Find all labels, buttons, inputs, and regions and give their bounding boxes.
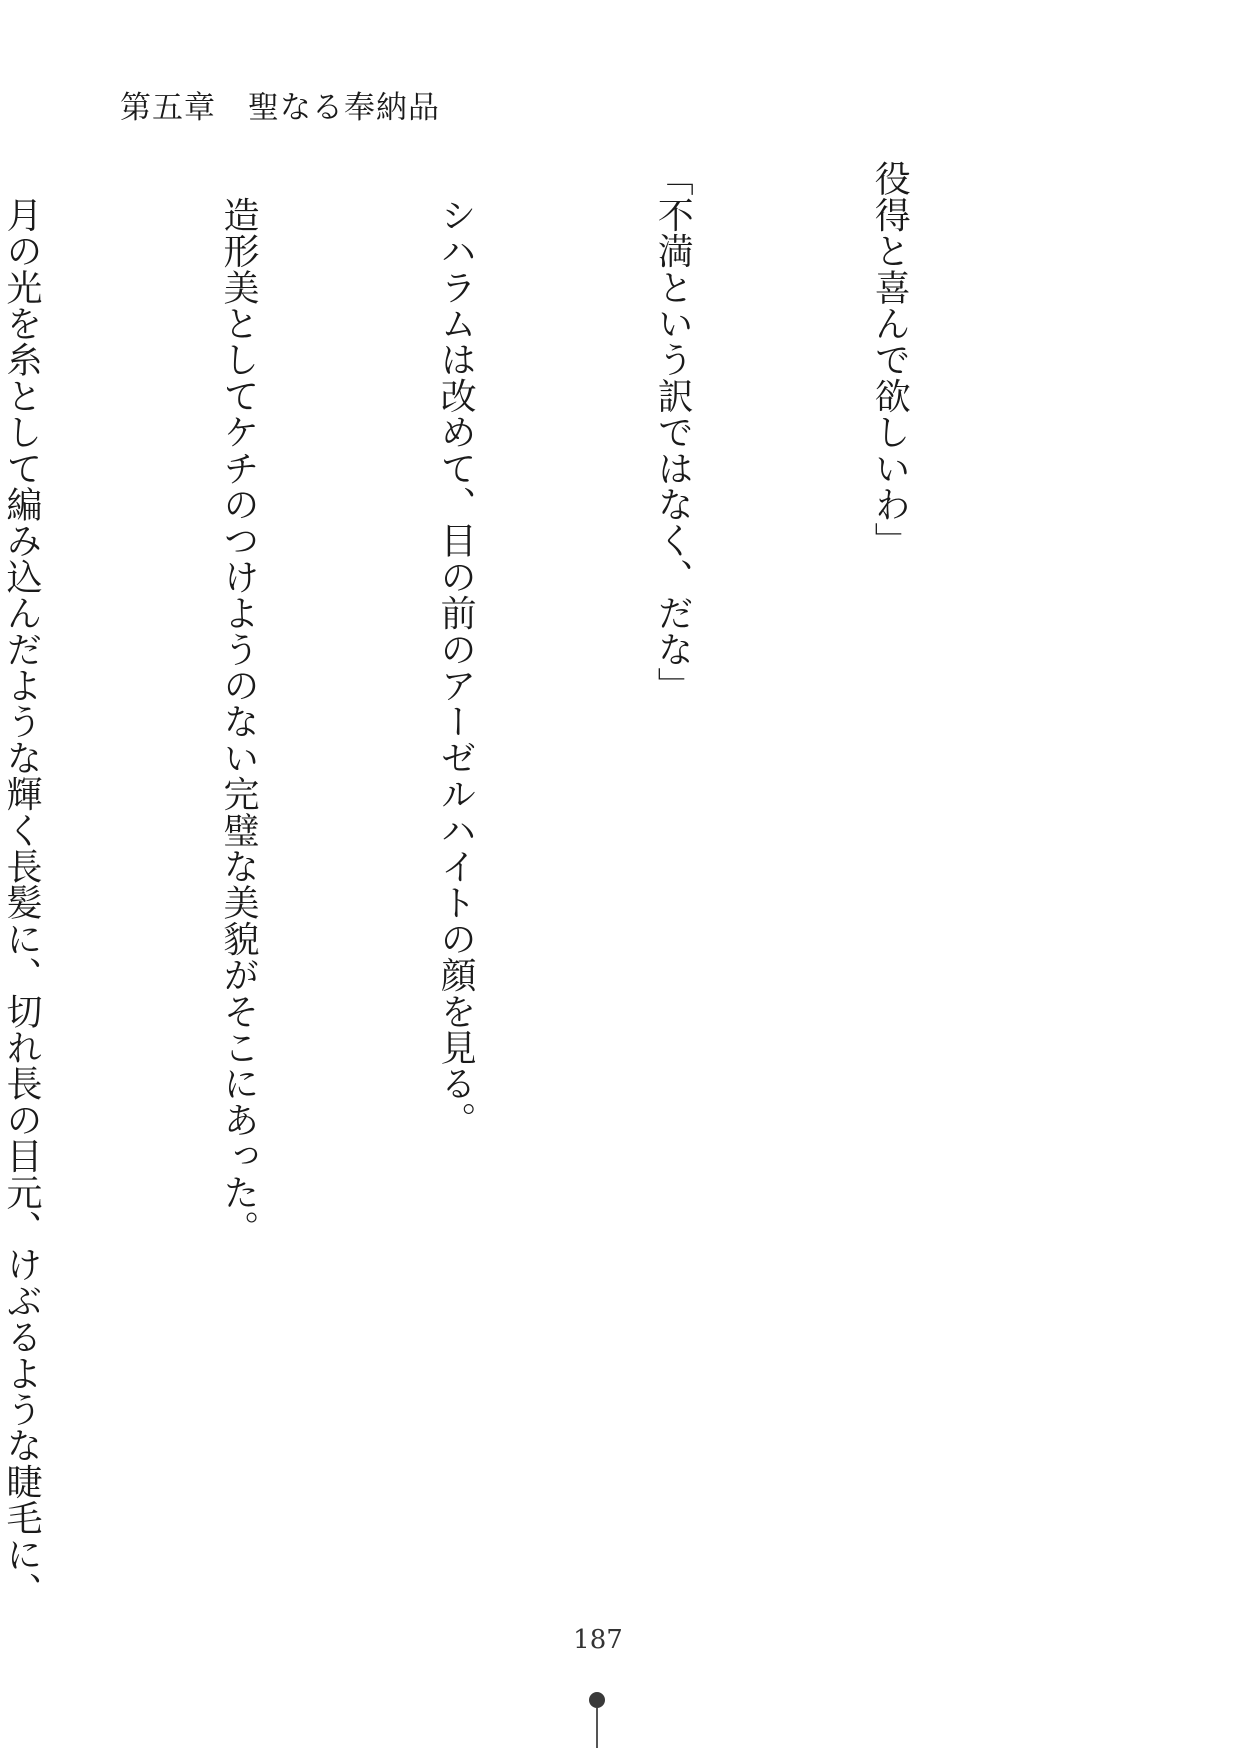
text-line: 月の光を糸として編み込んだような輝く長髪に、切れ長の目元、けぶるような睫毛に、 <box>0 160 42 1609</box>
text-line: 「不満という訳ではなく、だな」 <box>652 160 694 703</box>
page-marker-dot <box>589 1692 605 1708</box>
text-line: シハラムは改めて、目の前のアーゼルハイトの顔を見る。 <box>435 160 477 1138</box>
vertical-body-text <box>0 160 1070 1630</box>
page-marker-line <box>596 1708 598 1748</box>
page-number: 187 <box>573 1625 623 1655</box>
text-line: 役得と喜んで欲しいわ」 <box>869 160 911 559</box>
text-line: 造形美としてケチのつけようのない完璧な美貌がそこにあった。 <box>218 160 260 1246</box>
chapter-title: 第五章 聖なる奉納品 <box>120 90 440 126</box>
